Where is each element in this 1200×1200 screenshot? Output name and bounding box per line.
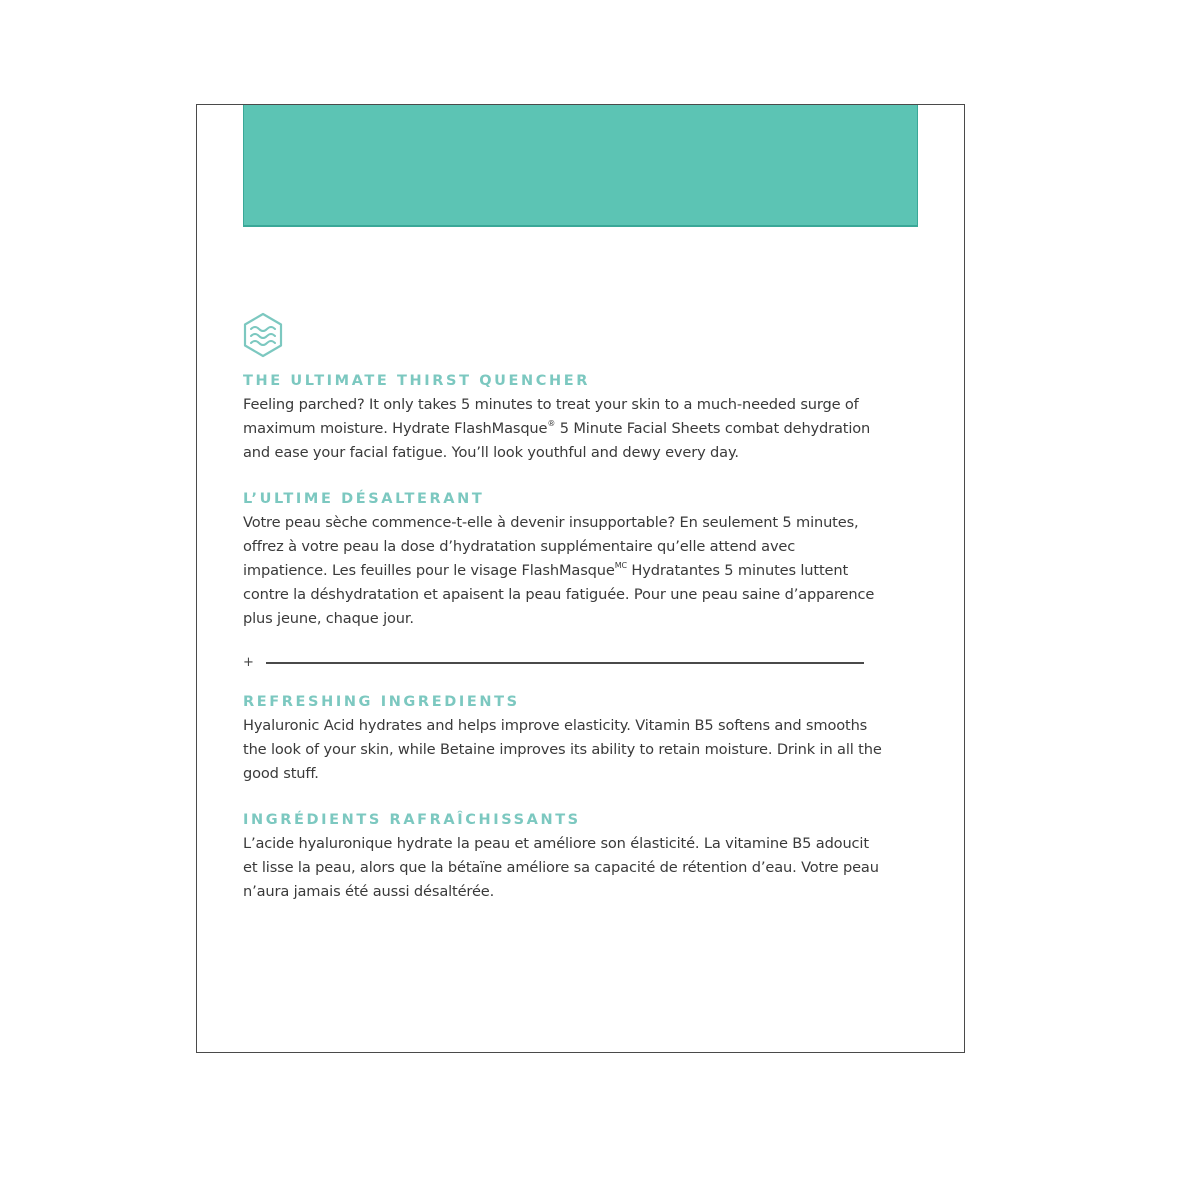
teal-banner <box>243 105 918 227</box>
section-heading: INGRÉDIENTS RAFRAÎCHISSANTS <box>243 812 581 828</box>
divider-line <box>266 662 864 664</box>
section-thirst-quencher-en <box>243 371 883 465</box>
section-thirst-quencher-fr <box>243 489 883 631</box>
section-body: Hyaluronic Acid hydrates and helps improve elasticity. Vitamin B5 softens and smooths the look of your skin, while Betaine improves its ability to retain moisture. Drink in all the good stuff. <box>243 717 882 782</box>
section-heading: L’ULTIME DÉSALTERANT <box>243 491 485 507</box>
trademark-mark: MC <box>614 561 627 570</box>
section-body: Feeling parched? It only takes 5 minutes to treat your skin to a much-needed surge of maximum moisture. Hydrate FlashMasque® 5 Minute Facial Sheets combat dehydration and ease your facial fatigue. You’ll look youthful and dewy every day. <box>243 396 871 461</box>
hexagon-waves-icon <box>241 311 285 359</box>
section-ingredients-en <box>243 692 883 786</box>
section-heading: REFRESHING INGREDIENTS <box>243 694 520 710</box>
section-body: Votre peau sèche commence-t-elle à devenir insupportable? En seulement 5 minutes, offrez à votre peau la dose d’hydratation supplémentaire qu’elle attend avec impatience. Les feuilles pour le visage FlashMasque$^{MC}$ Hydratantes 5 minutes luttent contre la déshydratation et apaisent la peau fatiguée. Pour une peau saine d’apparence plus jeune, chaque jour. <box>243 514 875 627</box>
product-panel <box>196 104 965 1053</box>
section-ingredients-fr <box>243 810 883 904</box>
section-body: L’acide hyaluronique hydrate la peau et améliore son élasticité. La vitamine B5 adoucit et lisse la peau, alors que la bétaïne améliore sa capacité de rétention d’eau. Votre peau n’aura jamais été aussi désaltérée. <box>243 835 879 900</box>
section-heading: THE ULTIMATE THIRST QUENCHER <box>243 373 591 389</box>
divider <box>241 653 866 673</box>
registered-mark: ® <box>547 419 556 428</box>
plus-symbol: + <box>243 655 254 670</box>
